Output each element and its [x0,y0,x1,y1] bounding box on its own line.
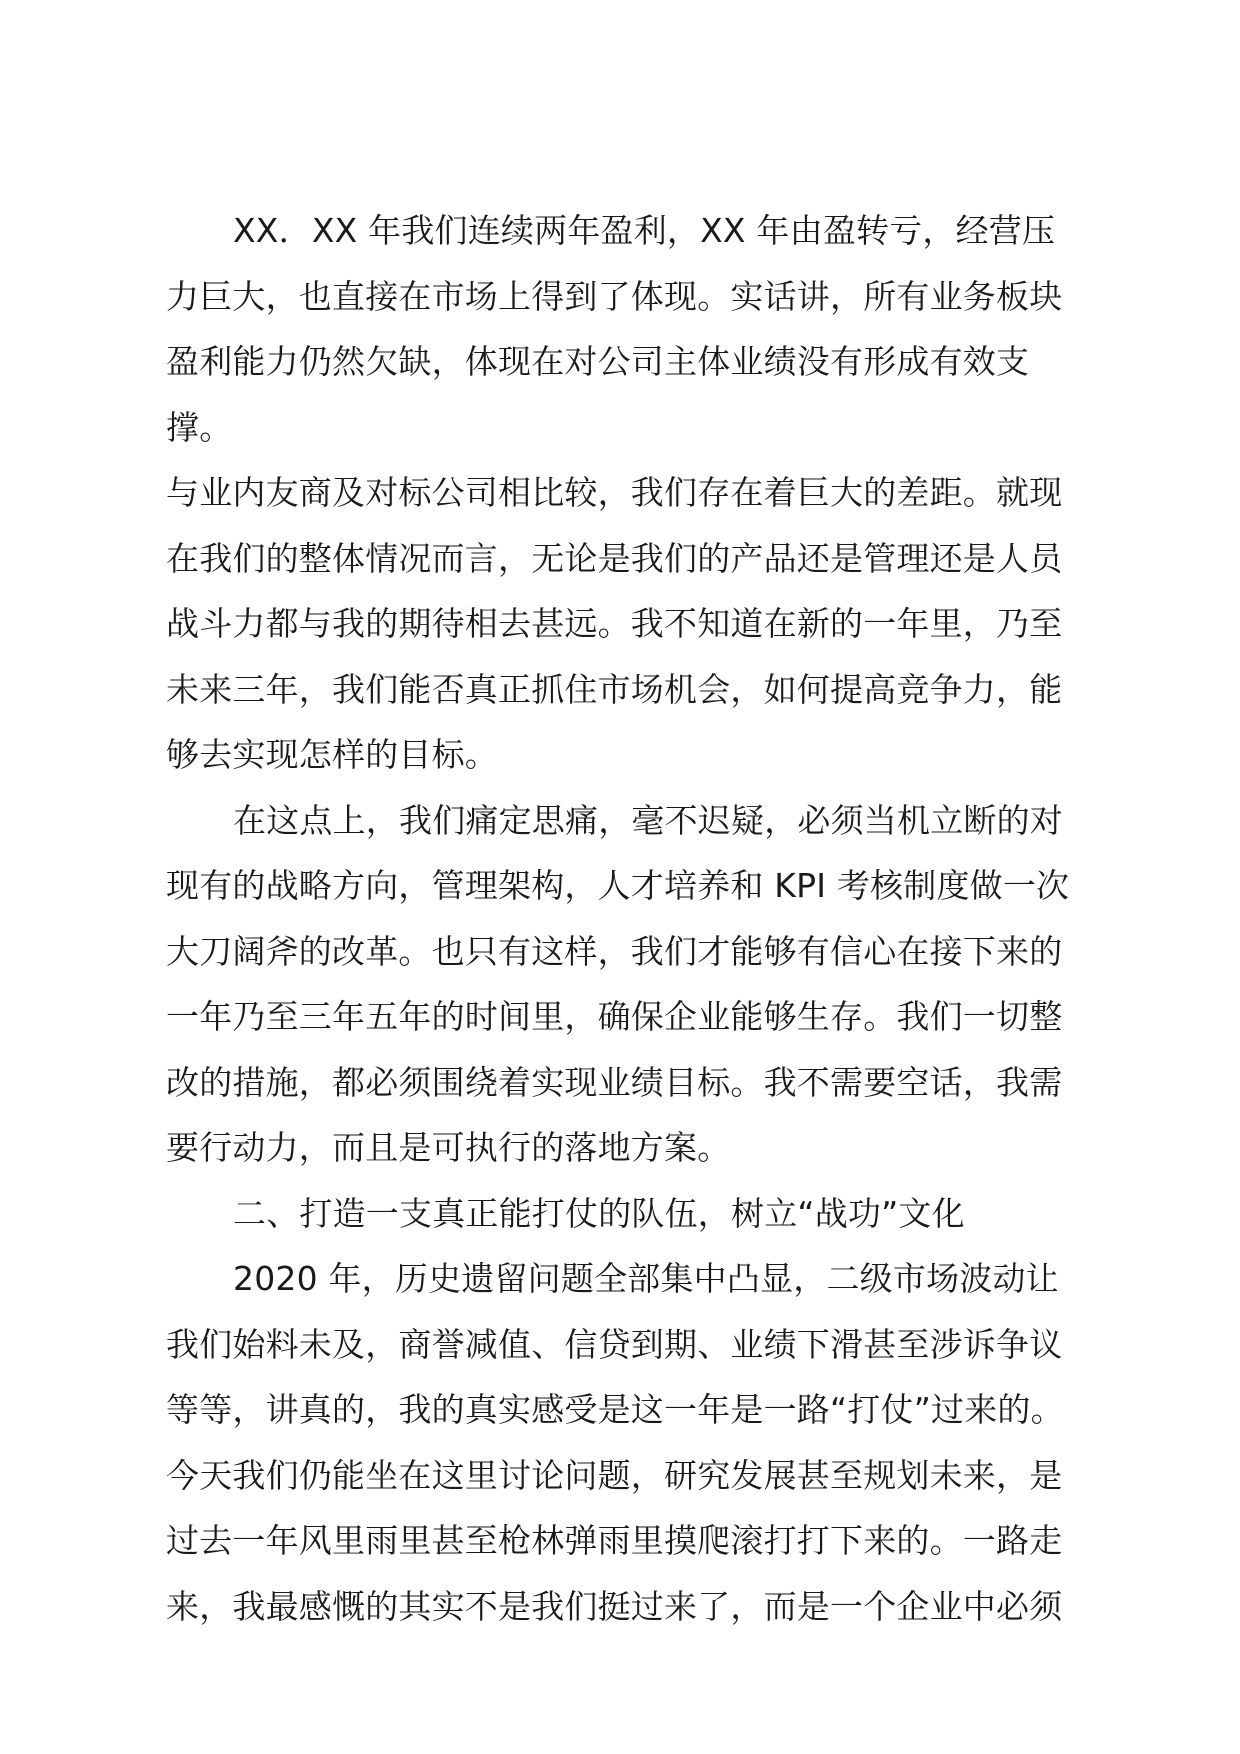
text-line: 够去实现怎样的目标。 [166,735,498,774]
heading-text: 二、打造一支真正能打仗的队伍，树立“战功”文化 [233,1193,965,1233]
text-line: 在这点上，我们痛定思痛，毫不迟疑，必须当机立断的对 [233,800,1063,840]
text-line: 我们始料未及，商誉减值、信贷到期、业绩下滑甚至涉诉争议 [166,1324,1063,1364]
text-line: 2020 年，历史遗留问题全部集中凸显，二级市场波动让 [233,1259,1059,1298]
text-line: 大刀阔斧的改革。也只有这样，我们才能够有信心在接下来的 [166,931,1063,971]
text-line: 改的措施，都必须围绕着实现业绩目标。我不需要空话，我需 [166,1062,1063,1102]
text-line: 今天我们仍能坐在这里讨论问题，研究发展甚至规划未来，是 [166,1455,1063,1495]
text-line: 与业内友商及对标公司相比较，我们存在着巨大的差距。就现 [166,473,1063,512]
document-body [166,198,1088,1639]
paragraph-1 [166,198,1088,788]
text-line: 未来三年，我们能否真正抓住市场机会，如何提高竞争力，能 [166,669,1063,709]
text-line: XX．XX 年我们连续两年盈利，XX 年由盈转亏，经营压 [233,211,1056,250]
text-line: 要行动力，而且是可执行的落地方案。 [166,1128,731,1167]
paragraph-3 [166,1246,1088,1639]
text-line: 战斗力都与我的期待相去甚远。我不知道在新的一年里，乃至 [166,604,1063,643]
text-line: 过去一年风里雨里甚至枪林弹雨里摸爬滚打打下来的。一路走 [166,1521,1063,1560]
text-line: 一年乃至三年五年的时间里，确保企业能够生存。我们一切整 [166,997,1063,1036]
text-line: 等等，讲真的，我的真实感受是这一年是一路“打仗”过来的。 [166,1390,1064,1429]
text-line: 现有的战略方向，管理架构，人才培养和 KPI 考核制度做一次 [166,866,1070,905]
text-line: 在我们的整体情况而言，无论是我们的产品还是管理还是人员 [166,538,1063,578]
section-heading [166,1181,1088,1247]
text-line: 来，我最感慨的其实不是我们挺过来了，而是一个企业中必须 [166,1586,1063,1626]
paragraph-2 [166,788,1088,1181]
text-line: 力巨大，也直接在市场上得到了体现。实话讲，所有业务板块 [166,276,1063,316]
text-line: 盈利能力仍然欠缺，体现在对公司主体业绩没有形成有效支撑。 [166,342,1030,447]
